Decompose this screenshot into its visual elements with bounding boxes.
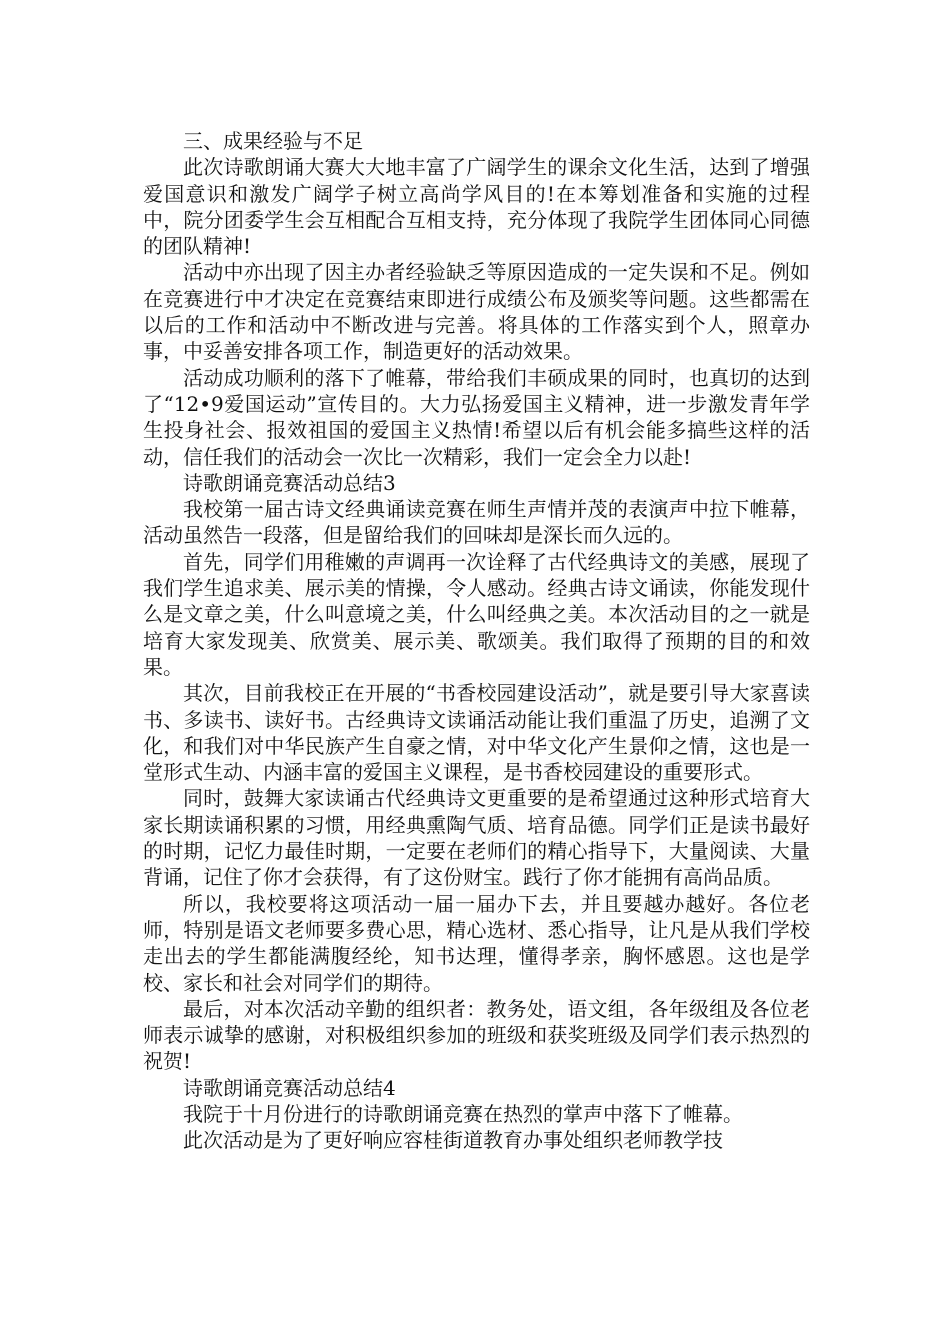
paragraph: 所以，我校要将这项活动一届一届办下去，并且要越办越好。各位老师，特别是语文老师要多费心思，精心选材、悉心指导，让凡是从我们学校走出去的学生都能满腹经纶，知书达理，懂得孝亲，胸怀感恩。这也是学校、家长和社会对同学们的期待。: [143, 891, 810, 995]
paragraph: 同时，鼓舞大家读诵古代经典诗文更重要的是希望通过这种形式培育大家长期读诵积累的习惯，用经典熏陶气质、培育品德。同学们正是读书最好的时期，记忆力最佳时期，一定要在老师们的精心指导下，大量阅读、大量背诵，记住了你才会获得，有了这份财宝。践行了你才能拥有高尚品质。: [143, 786, 810, 890]
paragraph: 我校第一届古诗文经典诵读竞赛在师生声情并茂的表演声中拉下帷幕，活动虽然告一段落，但是留给我们的回味却是深长而久远的。: [143, 497, 810, 548]
summary-4-title: 诗歌朗诵竞赛活动总结4: [183, 1075, 396, 1100]
paragraph: 活动成功顺利的落下了帷幕，带给我们丰硕成果的同时，也真切的达到了“12•9爱国运动”宣传目的。大力弘扬爱国主义精神，进一步激发青年学生投身社会、报效祖国的爱国主义热情!希望以后有机会能多搞些这样的活动，信任我们的活动会一次比一次精彩，我们一定会全力以赴!: [143, 365, 810, 469]
paragraph: 首先，同学们用稚嫩的声调再一次诠释了古代经典诗文的美感，展现了我们学生追求美、展示美的情操，令人感动。经典古诗文诵读，你能发现什么是文章之美，什么叫意境之美，什么叫经典之美。本次活动目的之一就是培育大家发现美、欣赏美、展示美、歌颂美。我们取得了预期的目的和效果。: [143, 549, 810, 679]
paragraph: 其次，目前我校正在开展的“书香校园建设活动”，就是要引导大家喜读书、多读书、读好书。古经典诗文读诵活动能让我们重温了历史，追溯了文化，和我们对中华民族产生自豪之情，对中华文化产生景仰之情，这也是一堂形式生动、内涵丰富的爱国主义课程，是书香校园建设的重要形式。: [143, 681, 810, 785]
paragraph: 活动中亦出现了因主办者经验缺乏等原因造成的一定失误和不足。例如在竞赛进行中才决定在竞赛结束即进行成绩公布及颁奖等问题。这些都需在以后的工作和活动中不断改进与完善。将具体的工作落实到个人，照章办事，中妥善安排各项工作，制造更好的活动效果。: [143, 260, 810, 364]
paragraph: 此次诗歌朗诵大赛大大地丰富了广阔学生的课余文化生活，达到了增强爱国意识和激发广阔学子树立高尚学风目的!在本筹划准备和实施的过程中，院分团委学生会互相配合互相支持，充分体现了我院学生团体同心同德的团队精神!: [143, 155, 810, 259]
paragraph: 我院于十月份进行的诗歌朗诵竞赛在热烈的掌声中落下了帷幕。: [183, 1101, 743, 1126]
paragraph: 最后，对本次活动辛勤的组织者：教务处，语文组，各年级组及各位老师表示诚挚的感谢，对积极组织参加的班级和获奖班级及同学们表示热烈的祝贺!: [143, 996, 810, 1074]
paragraph: 此次活动是为了更好响应容桂街道教育办事处组织老师教学技: [183, 1128, 723, 1153]
section-heading: 三、成果经验与不足: [183, 129, 363, 153]
summary-3-title: 诗歌朗诵竞赛活动总结3: [183, 470, 396, 495]
document-page: [143, 128, 810, 1154]
